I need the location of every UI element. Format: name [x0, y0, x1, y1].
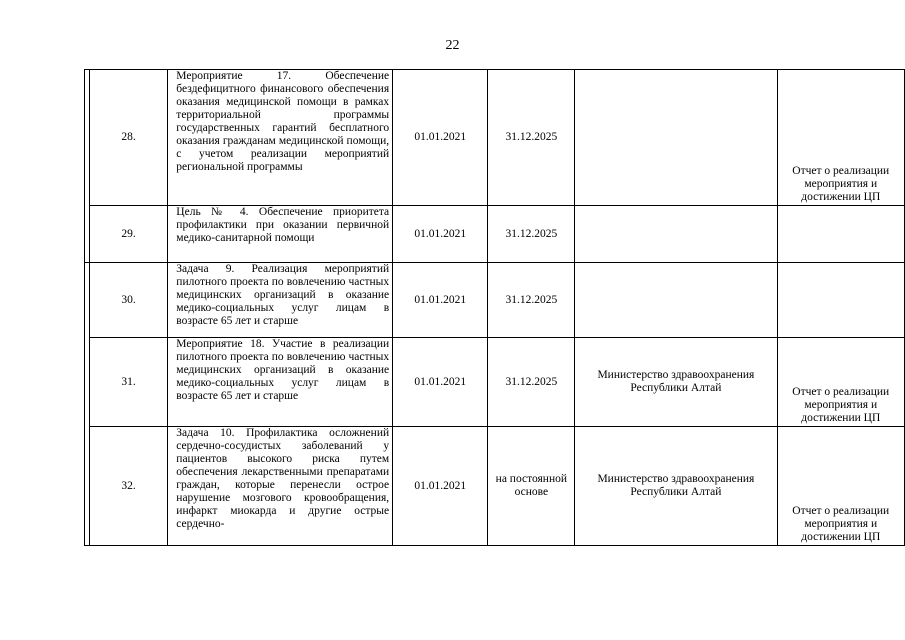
- activity-description: Мероприятие 17. Обеспечение бездефицитного финансового обеспечения оказания медицинской помощи в рамках территориальной программы государственных гарантий бесплатного оказания гражданам медицинской помощи, с учетом реализации мероприятий региональной программы: [168, 70, 393, 206]
- activities-table: [84, 69, 905, 546]
- start-date: 01.01.2021: [393, 263, 488, 338]
- end-date: на постоянной основе: [488, 427, 575, 546]
- expected-result: Отчет о реализации мероприятия и достижении ЦП: [777, 338, 905, 427]
- end-date: 31.12.2025: [488, 70, 575, 206]
- activity-description: Мероприятие 18. Участие в реализации пилотного проекта по вовлечению частных медицинских организаций в оказание медико-социальных услуг лицам в возрасте 65 лет и старше: [168, 338, 393, 427]
- table-row: [85, 427, 905, 546]
- start-date: 01.01.2021: [393, 338, 488, 427]
- page-number: 22: [445, 38, 460, 53]
- expected-result: Отчет о реализации мероприятия и достижении ЦП: [777, 70, 905, 206]
- expected-result: [777, 206, 905, 263]
- activity-description: Задача 9. Реализация мероприятий пилотного проекта по вовлечению частных медицинских организаций в оказание медико-социальных услуг лицам в возрасте 65 лет и старше: [168, 263, 393, 338]
- table-row: [85, 338, 905, 427]
- row-number: 31.: [89, 338, 167, 427]
- row-number: 29.: [89, 206, 167, 263]
- responsible-executor: [575, 70, 777, 206]
- responsible-executor: [575, 263, 777, 338]
- table-row: [85, 70, 905, 206]
- start-date: 01.01.2021: [393, 427, 488, 546]
- row-number: 30.: [89, 263, 167, 338]
- start-date: 01.01.2021: [393, 206, 488, 263]
- start-date: 01.01.2021: [393, 70, 488, 206]
- table-row: [85, 206, 905, 263]
- row-number: 32.: [89, 427, 167, 546]
- responsible-executor: [575, 206, 777, 263]
- activity-description: Цель № 4. Обеспечение приоритета профилактики при оказании первичной медико-санитарной помощи: [168, 206, 393, 263]
- activity-description: Задача 10. Профилактика осложнений сердечно-сосудистых заболеваний у пациентов высокого риска путем обеспечения лекарственными препаратами граждан, которые перенесли острое нарушение мозгового кровообращения, инфаркт миокарда и другие острые сердечно-: [168, 427, 393, 546]
- table-row: [85, 263, 905, 338]
- end-date: 31.12.2025: [488, 206, 575, 263]
- row-number: 28.: [89, 70, 167, 206]
- expected-result: [777, 263, 905, 338]
- responsible-executor: Министерство здравоохранения Республики Алтай: [575, 338, 777, 427]
- end-date: 31.12.2025: [488, 263, 575, 338]
- responsible-executor: Министерство здравоохранения Республики Алтай: [575, 427, 777, 546]
- expected-result: Отчет о реализации мероприятия и достижении ЦП: [777, 427, 905, 546]
- end-date: 31.12.2025: [488, 338, 575, 427]
